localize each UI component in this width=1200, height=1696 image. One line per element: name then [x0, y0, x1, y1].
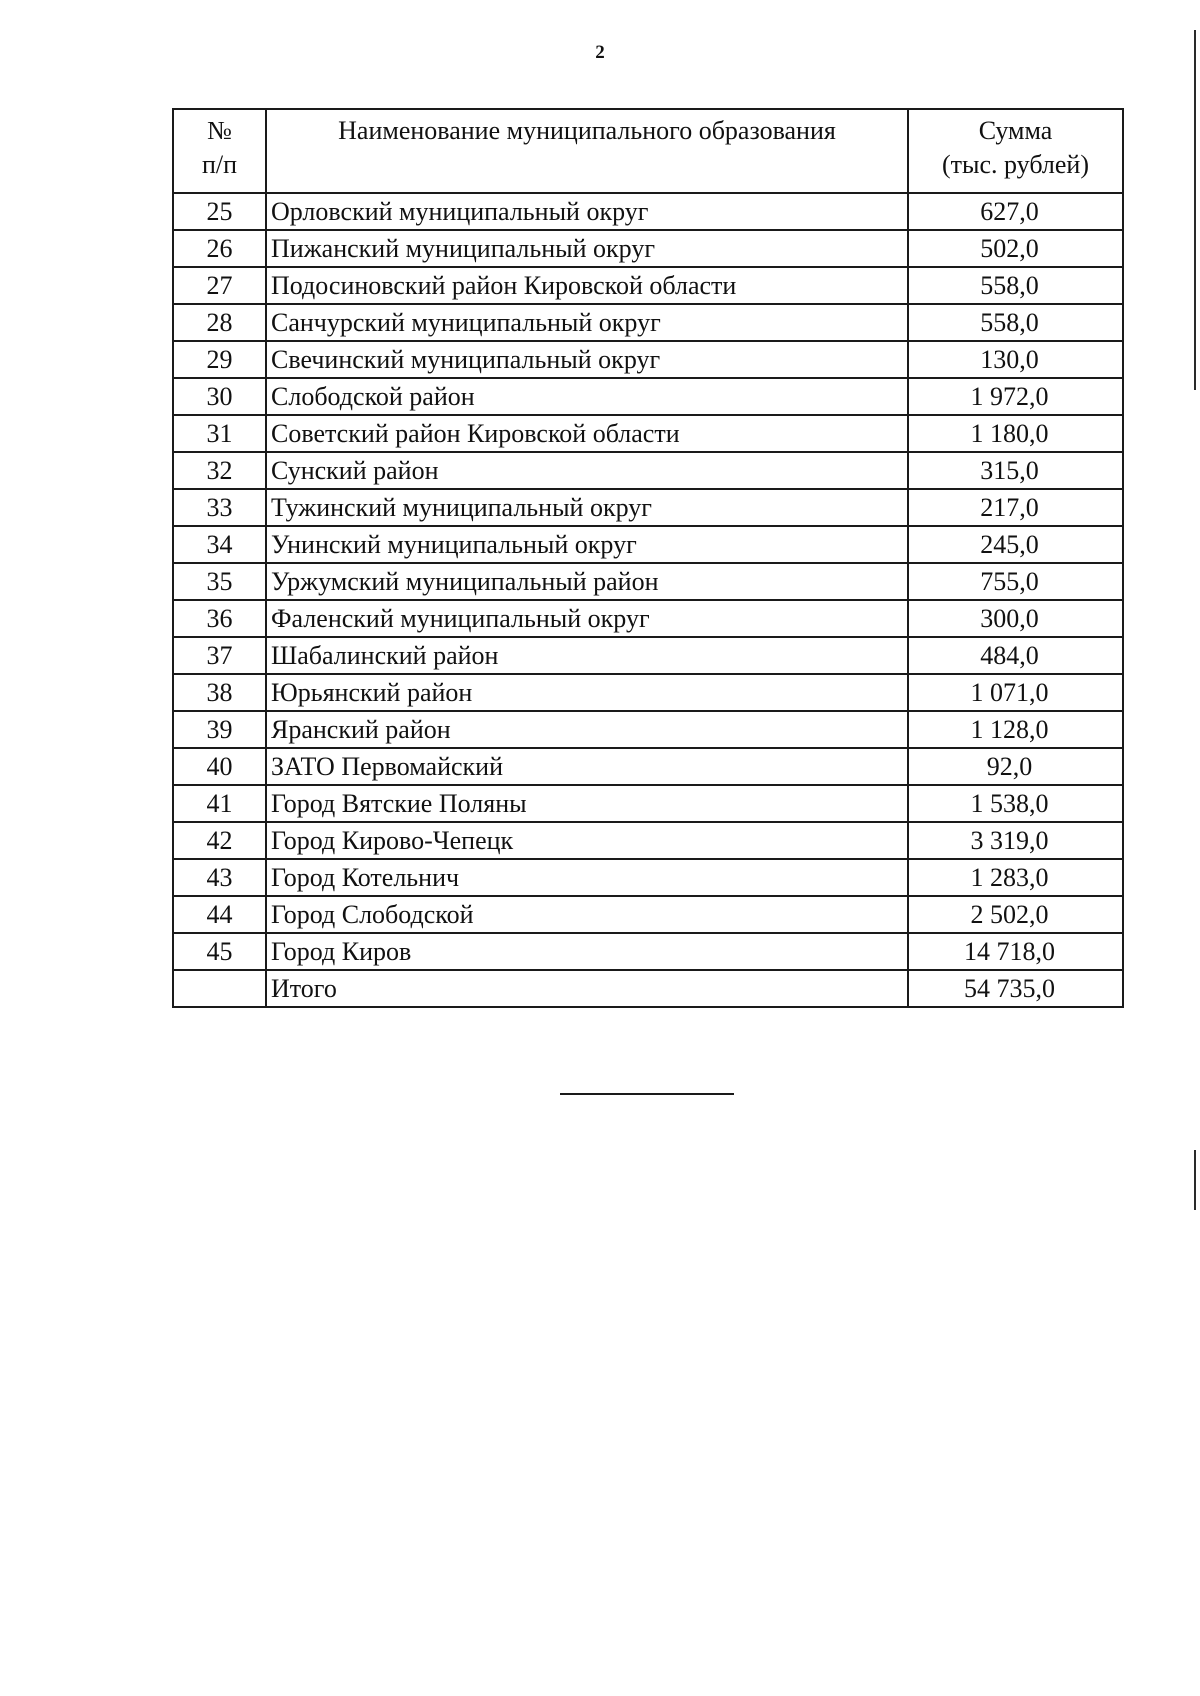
table-row — [173, 896, 1123, 933]
sum-cell: 502,0 — [908, 230, 1123, 267]
municipality-name-cell: Пижанский муниципальный округ — [266, 230, 908, 267]
sum-cell: 1 283,0 — [908, 859, 1123, 896]
municipality-name-cell: Советский район Кировской области — [266, 415, 908, 452]
municipality-name-cell: Уржумский муниципальный район — [266, 563, 908, 600]
table-row — [173, 489, 1123, 526]
row-number-cell: 41 — [173, 785, 266, 822]
header-name-label: Наименование муниципального образования — [338, 116, 836, 145]
municipality-name-cell: Свечинский муниципальный округ — [266, 341, 908, 378]
row-number-cell: 35 — [173, 563, 266, 600]
row-number-cell: 26 — [173, 230, 266, 267]
sum-cell: 1 538,0 — [908, 785, 1123, 822]
row-number-cell: 45 — [173, 933, 266, 970]
table-row — [173, 600, 1123, 637]
row-number-cell: 42 — [173, 822, 266, 859]
municipality-name-cell: Слободской район — [266, 378, 908, 415]
row-number-cell: 39 — [173, 711, 266, 748]
table-body — [173, 193, 1123, 970]
table-header — [173, 109, 1123, 193]
sum-cell: 755,0 — [908, 563, 1123, 600]
table-row — [173, 230, 1123, 267]
sum-cell: 217,0 — [908, 489, 1123, 526]
sum-cell: 558,0 — [908, 267, 1123, 304]
municipality-name-cell: Сунский район — [266, 452, 908, 489]
sum-cell: 245,0 — [908, 526, 1123, 563]
municipality-name-cell: Тужинский муниципальный округ — [266, 489, 908, 526]
sum-cell: 1 128,0 — [908, 711, 1123, 748]
header-number — [173, 109, 266, 193]
table-row — [173, 415, 1123, 452]
sum-cell: 1 071,0 — [908, 674, 1123, 711]
row-number-cell: 31 — [173, 415, 266, 452]
row-number-cell: 30 — [173, 378, 266, 415]
sum-cell: 92,0 — [908, 748, 1123, 785]
sum-cell: 130,0 — [908, 341, 1123, 378]
table-row — [173, 378, 1123, 415]
header-name — [266, 109, 908, 193]
table-row — [173, 341, 1123, 378]
table-row — [173, 859, 1123, 896]
municipality-name-cell: ЗАТО Первомайский — [266, 748, 908, 785]
municipality-name-cell: Город Киров — [266, 933, 908, 970]
table-row — [173, 526, 1123, 563]
total-label-cell: Итого — [266, 970, 908, 1007]
sum-cell: 484,0 — [908, 637, 1123, 674]
row-number-cell: 27 — [173, 267, 266, 304]
header-number-abbr: п/п — [201, 150, 238, 179]
municipality-name-cell: Город Слободской — [266, 896, 908, 933]
sum-cell: 627,0 — [908, 193, 1123, 230]
municipality-name-cell: Унинский муниципальный округ — [266, 526, 908, 563]
page-number: 2 — [595, 42, 605, 63]
municipality-name-cell: Яранский район — [266, 711, 908, 748]
row-number-cell: 34 — [173, 526, 266, 563]
municipality-name-cell: Санчурский муниципальный округ — [266, 304, 908, 341]
row-number-cell: 28 — [173, 304, 266, 341]
table-row — [173, 674, 1123, 711]
table-row — [173, 563, 1123, 600]
table-footer — [173, 970, 1123, 1007]
scan-edge-mark — [1194, 30, 1196, 390]
sum-cell: 315,0 — [908, 452, 1123, 489]
sum-cell: 1 180,0 — [908, 415, 1123, 452]
header-sum-label: Сумма — [978, 116, 1053, 145]
municipality-name-cell: Шабалинский район — [266, 637, 908, 674]
table-row — [173, 637, 1123, 674]
header-number-symbol: № — [207, 116, 232, 145]
row-number-cell: 29 — [173, 341, 266, 378]
end-of-document-rule — [560, 1093, 734, 1095]
sum-cell: 3 319,0 — [908, 822, 1123, 859]
municipality-name-cell: Город Вятские Поляны — [266, 785, 908, 822]
municipality-name-cell: Город Кирово-Чепецк — [266, 822, 908, 859]
row-number-cell: 38 — [173, 674, 266, 711]
table-row — [173, 822, 1123, 859]
total-sum-cell: 54 735,0 — [908, 970, 1123, 1007]
row-number-cell: 36 — [173, 600, 266, 637]
row-number-cell: 32 — [173, 452, 266, 489]
table-row — [173, 452, 1123, 489]
table-row — [173, 748, 1123, 785]
table-row — [173, 933, 1123, 970]
table-row — [173, 304, 1123, 341]
municipality-name-cell: Подосиновский район Кировской области — [266, 267, 908, 304]
total-number-cell — [173, 970, 266, 1007]
sum-cell: 1 972,0 — [908, 378, 1123, 415]
sum-cell: 14 718,0 — [908, 933, 1123, 970]
row-number-cell: 25 — [173, 193, 266, 230]
row-number-cell: 44 — [173, 896, 266, 933]
row-number-cell: 33 — [173, 489, 266, 526]
municipality-name-cell: Орловский муниципальный округ — [266, 193, 908, 230]
municipality-name-cell: Фаленский муниципальный округ — [266, 600, 908, 637]
header-sum-unit: (тыс. рублей) — [941, 150, 1089, 179]
scan-edge-mark — [1194, 1150, 1196, 1210]
table-row — [173, 711, 1123, 748]
allocation-table — [172, 108, 1124, 1008]
sum-cell: 558,0 — [908, 304, 1123, 341]
header-sum — [908, 109, 1123, 193]
row-number-cell: 43 — [173, 859, 266, 896]
sum-cell: 300,0 — [908, 600, 1123, 637]
header-row — [173, 109, 1123, 193]
row-number-cell: 40 — [173, 748, 266, 785]
table-row — [173, 193, 1123, 230]
table-row — [173, 785, 1123, 822]
total-row — [173, 970, 1123, 1007]
municipality-name-cell: Город Котельнич — [266, 859, 908, 896]
row-number-cell: 37 — [173, 637, 266, 674]
table-row — [173, 267, 1123, 304]
sum-cell: 2 502,0 — [908, 896, 1123, 933]
municipality-name-cell: Юрьянский район — [266, 674, 908, 711]
